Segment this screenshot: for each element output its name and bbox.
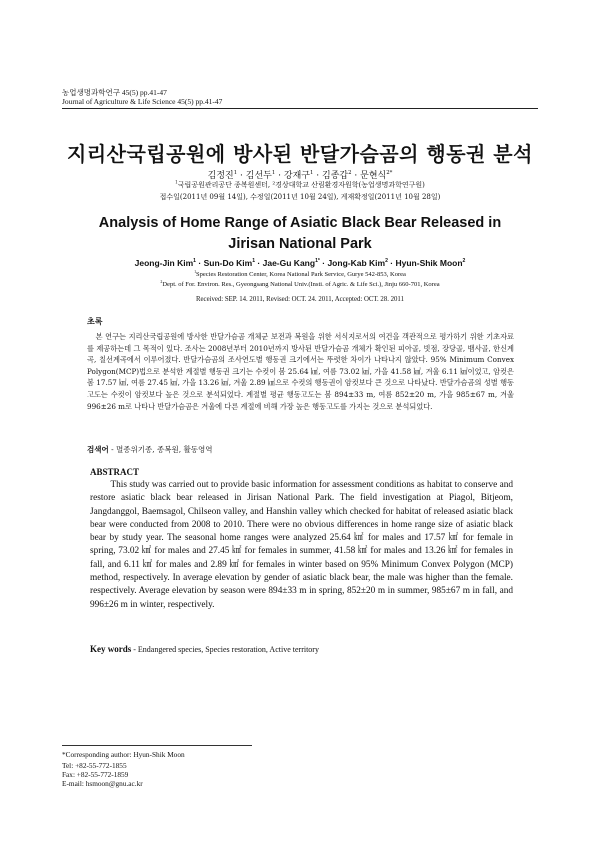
- authors-korean: 김정진$^1$ · 김선두$^1$ · 강재구$^1$ · 김종갑$^2$ · 문현식$^{2*}$: [207, 170, 393, 181]
- abstract-ko-heading: 초록: [87, 317, 103, 326]
- author-ko-4: 김종갑: [322, 171, 349, 181]
- title-korean: 지리산국립공원에 방사된 반달가슴곰의 행동권 분석: [67, 142, 533, 166]
- corresponding-author: *Corresponding author: Hyun-Shik Moon: [62, 750, 185, 759]
- journal-header-ko: 농업생명과학연구 45(5) pp.41-47: [62, 88, 167, 97]
- abstract-english-body: This study was carried out to provide basic information for assessment conditions as habitat to conserve and restore asiatic black bear released in Jirisan National Park. The field investigation at Piagol, Bitjeom, Jangdanggol, Baemsagol, Chilseon valley, and Hanshin valley which checked for habitat of released asiatic black bear were conducted from 2008 to 2010. There were no obvious differences in home range size of asiatic black bear by study year. The seasonal home ranges were analyzed 25.64 ㎢ for males and 17.57 ㎢ for female in spring, 73.02 ㎢ for males and 27.45 ㎢ for females in summer, 41.58 ㎢ for males and 13.26 ㎢ for females in fall, and 6.11 ㎢ for males and 2.89 ㎢ for females in winter based on 95% Minimum Convex Polygon (MCP) method, respectively. In average elevation by gender of asiatic black bear, the male was higher than the female. respectively. Average elevation by season were 894±33 m in spring, 852±20 m in summer, 985±67 m in fall, and 996±26 m in winter, respectively.: [90, 480, 513, 610]
- abstract-korean-body: 본 연구는 지리산국립공원에 방사한 반달가슴곰 개체군 보전과 복원을 위한 서식지로서의 여건을 객관적으로 평가하기 위한 기초자료를 제공하는데 그 목적이 있다. 조사는 2008년부터 2010년까지 방사된 반달가슴곰 개체가 확인된 피아골, 빗점, 장당골, 뱀사골, 한신계곡, 칠선계곡에서 이루어졌다. 반달가슴곰의 조사연도별 행동권 크기에서는 뚜렷한 차이가 나타나지 않았다. 95% Minimum Convex Polygon(MCP)법으로 분석한 계절별 행동권 크기는 수컷이 봄 25.64 ㎢, 여름 73.02 ㎢, 가을 41.58 ㎢, 겨울 6.11 ㎢이었고, 암컷은 봄 17.57 ㎢, 여름 27.45 ㎢, 가을 13.26 ㎢, 겨울 2.89 ㎢으로 수컷의 행동권이 암컷보다 큰 것으로 나타났다. 반달가슴곰의 성별 행동고도는 수컷이 암컷보다 높은 것으로 분석되었다. 계절별 평균 행동고도는 봄 894±33 m, 여름 852±20 m, 가을 985±67 m, 겨울 996±26 m로 나타나 반달가슴곰은 겨울에 다른 계절에 비해 가장 높은 행동고도를 가지는 것으로 분석되었다.: [87, 332, 514, 411]
- footnote-fax: Fax: +82-55-772-1859: [62, 770, 129, 779]
- affiliation-english-1: $^1$Species Restoration Center, Korea National Park Service, Gurye 542-853, Korea: [194, 269, 406, 278]
- title-english: Analysis of Home Range of Asiatic Black Bear Released in Jirisan National Park: [98, 215, 502, 252]
- author-en-4: Jong-Kab Kim: [327, 258, 386, 268]
- affiliation-korean: $^1$국립공원관리공단 종복원센터, ²경상대학교 산림환경자원학(농업생명과학연구원): [175, 179, 425, 189]
- dates-english: Received: SEP. 14. 2011, Revised: OCT. 24. 2011, Accepted: OCT. 28. 2011: [196, 296, 404, 303]
- abstract-en-heading: ABSTRACT: [90, 467, 140, 477]
- author-ko-5: 문현식: [360, 171, 387, 181]
- author-ko-1: 김정진: [207, 171, 234, 181]
- author-ko-3: 강재구: [283, 171, 310, 181]
- author-ko-2: 김선두: [245, 171, 272, 181]
- keywords-english: Key words - Endangered species, Species restoration, Active territory: [90, 644, 319, 654]
- dates-korean: 접수일(2011년 09월 14일), 수정일(2011년 10월 24일), 게재확정일(2011년 10월 28일): [159, 193, 441, 201]
- author-en-5: Hyun-Shik Moon: [395, 258, 463, 268]
- authors-english: Jeong-Jin Kim$^1$ · Sun-Do Kim$^1$ · Jae-Gu Kang$^{1*}$ · Jong-Kab Kim$^2$ · Hyun-Shik Moon$^2$: [134, 258, 466, 268]
- footnote-tel: Tel: +82-55-772-1855: [62, 761, 127, 770]
- keywords-korean: 검색어 - 멸종위기종, 종복원, 활동영역: [87, 445, 213, 454]
- footnote-rule: [62, 745, 252, 746]
- footnote-email: E-mail: hsmoon@gnu.ac.kr: [62, 779, 143, 788]
- header-rule: [62, 108, 538, 109]
- affiliation-english-2: $^2$Dept. of For. Environ. Res., Gyeongsang National Univ.(Insti. of Agric. & Life Sci.), Jinju 660-701, Korea: [160, 279, 440, 288]
- journal-header-en: Journal of Agriculture & Life Science 45(5) pp.41-47: [62, 97, 223, 106]
- author-en-2: Sun-Do Kim: [203, 258, 253, 268]
- author-en-3: Jae-Gu Kang: [262, 258, 316, 268]
- author-en-1: Jeong-Jin Kim: [134, 258, 194, 268]
